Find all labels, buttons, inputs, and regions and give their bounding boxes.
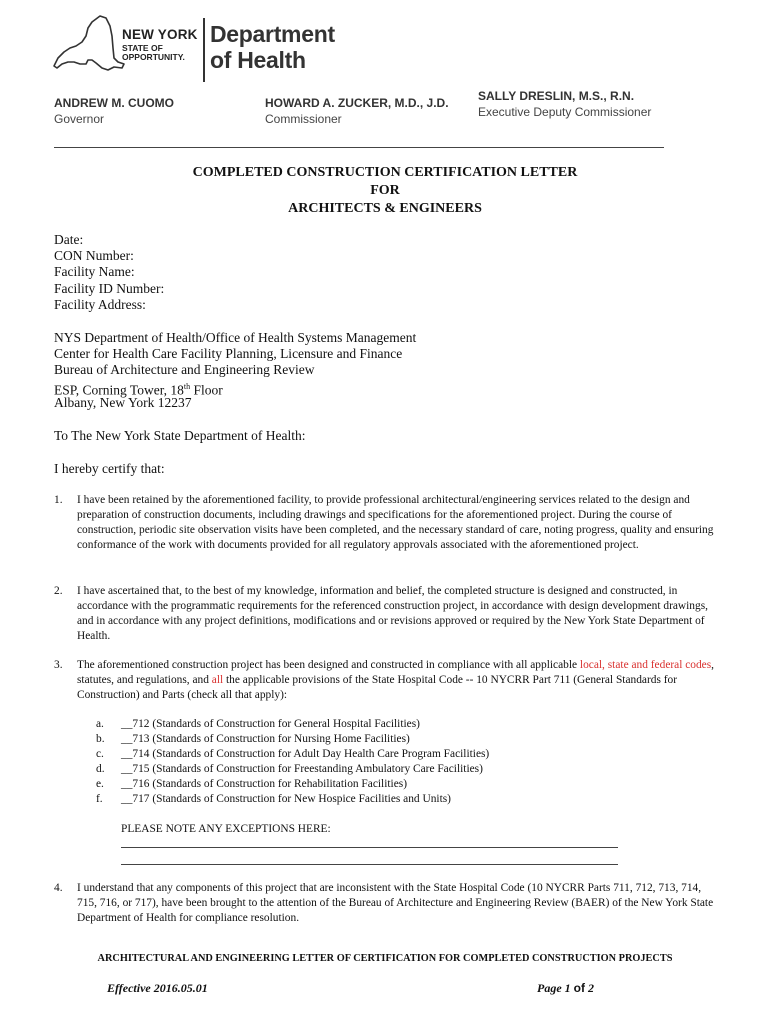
official-name-deputy: SALLY DRESLIN, M.S., R.N. bbox=[478, 89, 635, 103]
logo-department: Department bbox=[210, 21, 335, 47]
letter-title-line1: COMPLETED CONSTRUCTION CERTIFICATION LETTER bbox=[192, 165, 578, 180]
option-letter: d. bbox=[96, 763, 105, 775]
option-716[interactable]: __716 (Standards of Construction for Rehabilitation Facilities) bbox=[121, 778, 407, 790]
new-york-state-map-icon bbox=[52, 14, 126, 84]
page-number-prefix: Page 1 bbox=[537, 981, 574, 995]
field-facility-id: Facility ID Number: bbox=[54, 281, 165, 296]
item-3-number: 3. bbox=[54, 659, 63, 671]
address-line4-floor: Floor bbox=[190, 382, 223, 398]
field-con-number: CON Number: bbox=[54, 248, 134, 263]
official-title-governor: Governor bbox=[54, 112, 105, 126]
item-4-text: I understand that any components of this project that are inconsistent with the State Hospital Code (10 NYCRR Parts 711, 712, 713, 714, 715, 716, or 717), have been brought to the attention of the Bureau of Architecture and Engineering Review (BAER) of the New York State Department of Health for compliance resolution. bbox=[77, 882, 714, 924]
logo-of-health: of Health bbox=[210, 47, 306, 73]
item-3-text bbox=[77, 658, 717, 703]
address-line4-sup: th bbox=[183, 382, 191, 391]
address-line5: Albany, New York 12237 bbox=[54, 395, 192, 410]
item-1-number: 1. bbox=[54, 494, 63, 506]
footer-page-number bbox=[537, 981, 594, 996]
address-line1: NYS Department of Health/Office of Health Systems Management bbox=[54, 330, 417, 345]
letter-title-line2: FOR bbox=[370, 183, 400, 198]
page-number-total: 2 bbox=[584, 981, 594, 995]
logo-state-name: NEW YORK bbox=[122, 27, 198, 42]
item-2-text: I have ascertained that, to the best of my knowledge, information and belief, the completed structure is designed and constructed, in accordance with the programmatic requirements for the referenced construction project, in accordance with design development drawings, and in accordance with any project definitions, modifications and or revisions approved or required by the New York State Department of Health. bbox=[77, 585, 708, 642]
option-letter: f. bbox=[96, 793, 103, 805]
logo-divider bbox=[203, 18, 205, 82]
logo-opportunity: OPPORTUNITY. bbox=[122, 52, 185, 62]
logo-state-of: STATE OF bbox=[122, 43, 163, 53]
option-713[interactable]: __713 (Standards of Construction for Nursing Home Facilities) bbox=[121, 733, 410, 745]
option-714[interactable]: __714 (Standards of Construction for Adult Day Health Care Program Facilities) bbox=[121, 748, 490, 760]
salutation: To The New York State Department of Health: bbox=[54, 428, 306, 443]
exceptions-label: PLEASE NOTE ANY EXCEPTIONS HERE: bbox=[121, 823, 331, 835]
address-line3: Bureau of Architecture and Engineering Review bbox=[54, 362, 315, 377]
item-1-text: I have been retained by the aforementioned facility, to provide professional architectural/engineering services related to the design and preparation of construction documents, including drawings and specifications for the aforementioned project. During the course of construction, periodic site observation visits have been completed, and the necessary standard of care, noting progress, quality and ensuring conformance of the work with documents provided for all regulatory approvals associated with the aforementioned project. bbox=[77, 494, 714, 551]
field-date: Date: bbox=[54, 232, 84, 247]
address-line4-text: ESP, Corning Tower, 18 bbox=[54, 382, 184, 398]
address-line2: Center for Health Care Facility Planning, Licensure and Finance bbox=[54, 346, 403, 361]
option-letter: b. bbox=[96, 733, 105, 745]
letter-title-line3: ARCHITECTS & ENGINEERS bbox=[288, 201, 482, 216]
official-title-deputy: Executive Deputy Commissioner bbox=[478, 105, 652, 119]
field-facility-address: Facility Address: bbox=[54, 297, 146, 312]
item-3-text-c: the applicable provisions of the State Hospital Code -- 10 NYCRR Part 711 (General Standards for Construction) and Parts (check all that apply): bbox=[77, 674, 678, 701]
official-title-commissioner: Commissioner bbox=[265, 112, 342, 126]
official-name-commissioner: HOWARD A. ZUCKER, M.D., J.D. bbox=[265, 96, 449, 110]
official-name-governor: ANDREW M. CUOMO bbox=[54, 96, 174, 110]
option-715[interactable]: __715 (Standards of Construction for Freestanding Ambulatory Care Facilities) bbox=[121, 763, 483, 775]
option-letter: e. bbox=[96, 778, 104, 790]
item-2-number: 2. bbox=[54, 585, 63, 597]
item-3-text-a: The aforementioned construction project has been designed and constructed in compliance with all applicable bbox=[77, 659, 580, 671]
option-712[interactable]: __712 (Standards of Construction for General Hospital Facilities) bbox=[121, 718, 420, 730]
header-rule bbox=[54, 147, 664, 148]
exceptions-line-2[interactable] bbox=[121, 864, 618, 865]
item-3-all-highlight: all bbox=[211, 674, 224, 686]
footer-effective-date: Effective 2016.05.01 bbox=[107, 981, 208, 995]
item-3-text-b: , statutes, and regulations, and bbox=[77, 659, 715, 686]
item-4-number: 4. bbox=[54, 882, 63, 894]
exceptions-line-1[interactable] bbox=[121, 847, 618, 848]
option-letter: a. bbox=[96, 718, 104, 730]
certify-statement: I hereby certify that: bbox=[54, 461, 165, 476]
footer-title: ARCHITECTURAL AND ENGINEERING LETTER OF CERTIFICATION FOR COMPLETED CONSTRUCTION PROJECTS bbox=[97, 953, 673, 964]
field-facility-name: Facility Name: bbox=[54, 264, 135, 279]
page-number-of: of bbox=[573, 981, 585, 995]
option-717[interactable]: __717 (Standards of Construction for New Hospice Facilities and Units) bbox=[121, 793, 451, 805]
item-3-codes-highlight: local, state and federal codes bbox=[579, 659, 712, 671]
option-letter: c. bbox=[96, 748, 104, 760]
